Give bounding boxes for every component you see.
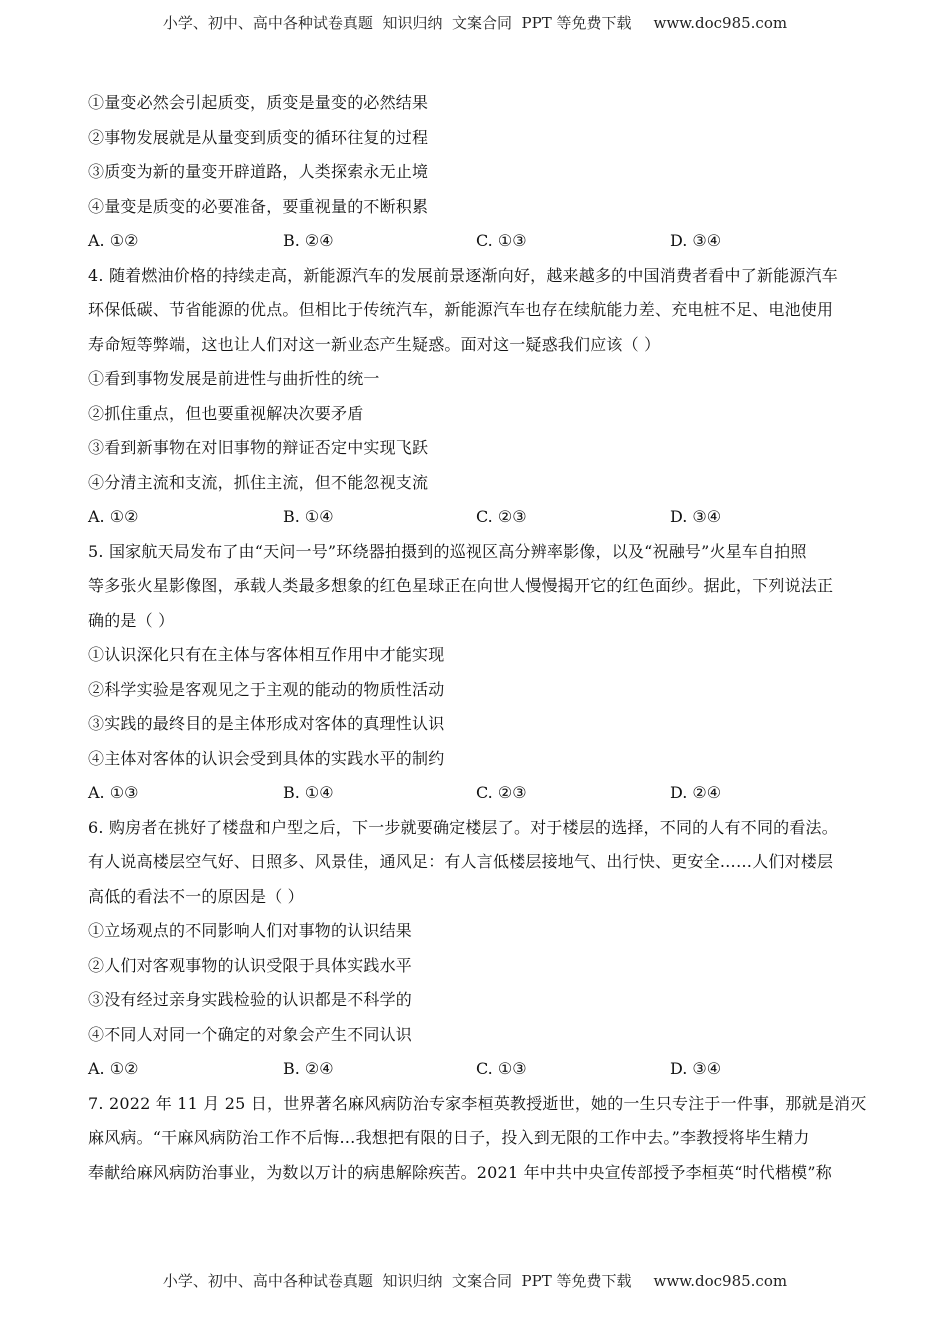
footer-url[interactable]: www.doc985.com (653, 1272, 788, 1290)
q3-option-2: ②事物发展就是从量变到质变的循环往复的过程 (88, 127, 429, 147)
q3-choice-b: B. ②④ (283, 231, 334, 250)
q5-choice-d: D. ②④ (670, 783, 722, 802)
q4-option-2: ②抓住重点，但也要重视解决次要矛盾 (88, 403, 364, 423)
q5-option-3: ③实践的最终目的是主体形成对客体的真理性认识 (88, 714, 445, 733)
q5-choice-b: B. ①④ (283, 783, 334, 802)
q5-choice-c: C. ②③ (476, 783, 527, 802)
q6-choice-a: A. ①② (88, 1059, 139, 1078)
q5-stem-line-1: 5. 国家航天局发布了由“天问一号”环绕器拍摄到的巡视区高分辨率影像，以及“祝融号”火星车自拍照 (88, 541, 807, 561)
q4-choice-d: D. ③④ (670, 507, 722, 526)
q6-stem-line-1: 6. 购房者在挑好了楼盘和户型之后，下一步就要确定楼层了。对于楼层的选择，不同的人有不同的看法。 (88, 817, 838, 837)
question-6 (88, 811, 862, 1087)
q6-stem-line-2: 有人说高楼层空气好、日照多、风景佳，通风足：有人言低楼层接地气、出行快、更安全……人们对楼层 (88, 852, 834, 871)
q5-option-1: ①认识深化只有在主体与客体相互作用中才能实现 (88, 645, 445, 664)
q3-option-1: ①量变必然会引起质变，质变是量变的必然结果 (88, 93, 429, 112)
q7-stem-line-3: 奉献给麻风病防治事业，为数以万计的病患解除疾苦。2021 年中共中央宣传部授予李桓英“时代楷模”称 (88, 1162, 832, 1182)
header-text: 小学、初中、高中各种试卷真题 知识归纳 文案合同 PPT 等免费下载 (162, 14, 632, 32)
q5-option-4: ④主体对客体的认识会受到具体的实践水平的制约 (88, 748, 445, 768)
q7-stem-line-1: 7. 2022 年 11 月 25 日，世界著名麻风病防治专家李桓英教授逝世，她的一生只专注于一件事，那就是消灭 (88, 1093, 867, 1113)
q4-option-3: ③看到新事物在对旧事物的辩证否定中实现飞跃 (88, 438, 429, 457)
q6-choice-c: C. ①③ (476, 1059, 527, 1078)
q5-stem-line-2: 等多张火星影像图，承载人类最多想象的红色星球正在向世人慢慢揭开它的红色面纱。据此，下列说法正 (88, 576, 834, 595)
header-url[interactable]: www.doc985.com (653, 14, 788, 32)
q6-choice-d: D. ③④ (670, 1059, 722, 1078)
q5-option-2: ②科学实验是客观见之于主观的能动的物质性活动 (88, 679, 445, 699)
q3-choices (88, 224, 862, 259)
q4-choice-c: C. ②③ (476, 507, 527, 526)
q6-option-2: ②人们对客观事物的认识受限于具体实践水平 (88, 955, 413, 975)
q4-stem-line-2: 环保低碳、节省能源的优点。但相比于传统汽车，新能源汽车也存在续航能力差、充电桩不足、电池使用 (88, 300, 834, 319)
q4-stem-line-3: 寿命短等弊端，这也让人们对这一新业态产生疑惑。面对这一疑惑我们应该（ ） (88, 334, 661, 354)
q3-option-4: ④量变是质变的必要准备，要重视量的不断积累 (88, 196, 429, 216)
q3-choice-d: D. ③④ (670, 231, 722, 250)
q4-choice-b: B. ①④ (283, 507, 334, 526)
q4-option-4: ④分清主流和支流，抓住主流，但不能忽视支流 (88, 472, 429, 492)
q6-option-3: ③没有经过亲身实践检验的认识都是不科学的 (88, 990, 413, 1009)
q5-stem-line-3: 确的是（ ） (88, 610, 175, 630)
q6-option-1: ①立场观点的不同影响人们对事物的认识结果 (88, 921, 413, 940)
q4-stem-line-1: 4. 随着燃油价格的持续走高，新能源汽车的发展前景逐渐向好，越来越多的中国消费者看中了新能源汽车 (88, 265, 838, 285)
question-4 (88, 259, 862, 535)
q6-stem-line-3: 高低的看法不一的原因是（ ） (88, 886, 304, 906)
question-7 (88, 1087, 867, 1191)
q4-choices (88, 500, 862, 535)
footer-text: 小学、初中、高中各种试卷真题 知识归纳 文案合同 PPT 等免费下载 (162, 1272, 632, 1290)
question-3 (88, 86, 862, 259)
q6-option-4: ④不同人对同一个确定的对象会产生不同认识 (88, 1024, 413, 1044)
q6-choice-b: B. ②④ (283, 1059, 334, 1078)
q4-option-1: ①看到事物发展是前进性与曲折性的统一 (88, 369, 380, 388)
q3-choice-a: A. ①② (88, 231, 139, 250)
exam-content (88, 86, 867, 1190)
q7-stem-line-2: 麻风病。“干麻风病防治工作不后悔…我想把有限的日子，投入到无限的工作中去。”李教授将毕生精力 (88, 1128, 810, 1147)
q4-choice-a: A. ①② (88, 507, 139, 526)
page-header (0, 12, 950, 33)
q3-option-3: ③质变为新的量变开辟道路，人类探索永无止境 (88, 162, 429, 181)
question-5 (88, 535, 862, 811)
page-footer (0, 1270, 950, 1291)
q6-choices (88, 1052, 862, 1087)
q5-choices (88, 776, 862, 811)
q5-choice-a: A. ①③ (88, 783, 139, 802)
q3-choice-c: C. ①③ (476, 231, 527, 250)
